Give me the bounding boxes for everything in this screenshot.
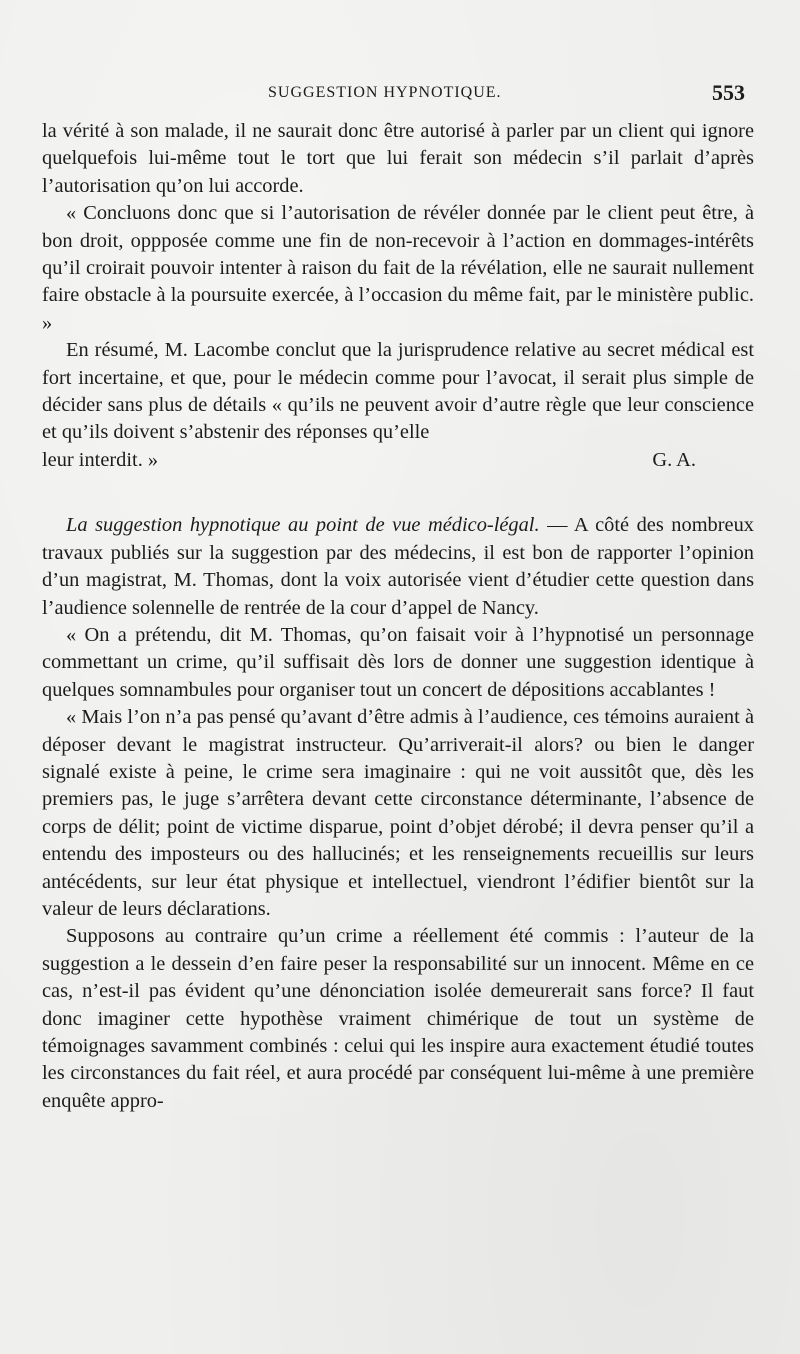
body-text (42, 118, 754, 1115)
paragraph-5: « On a prétendu, dit M. Thomas, qu’on faisait voir à l’hypnotisé un personnage commettant un crime, qu’il suffisait dès lors de donner une suggestion identique à quelques somnambules pour organiser tout un concert de dépositions accablantes ! (42, 623, 754, 701)
running-title: SUGGESTION HYPNOTIQUE. (268, 84, 502, 101)
paragraph-3-end: leur interdit. » (42, 448, 159, 471)
paragraph-4 (42, 512, 754, 622)
paragraph-2: « Concluons donc que si l’autorisation de révéler donnée par le client peut être, à bon droit, oppposée comme une fin de non-recevoir à l’action en dommages-intérêts qu’il croirait pouvoir intenter à raison du fait de la révélation, elle ne saurait nullement faire obstacle à la poursuite exercée, à l’occasion du même fait, par le ministère public. » (42, 202, 754, 334)
paragraph-4-text: — A côté des nombreux travaux publiés sur la suggestion par des médecins, il est bon de rapporter l’opinion d’un magistrat, M. Thomas, dont la voix autorisée vient d’étudier cette question dans l’audience solennelle de rentrée de la cour d’appel de Nancy. (42, 514, 754, 619)
signature-line (42, 447, 754, 474)
paragraph-3: En résumé, M. Lacombe conclut que la jurisprudence relative au secret médical est fort incertaine, et que, pour le médecin comme pour l’avocat, il serait plus simple de décider sans plus de détails « qu’ils ne peuvent avoir d’autre règle que leur conscience et qu’ils doivent s’abstenir des réponses qu’elle (42, 339, 754, 444)
section-gap (42, 474, 754, 512)
section-title: La suggestion hypnotique au point de vue médico-légal. (66, 514, 540, 537)
paragraph-1: la vérité à son malade, il ne saurait donc être autorisé à parler par un client qui ignore quelquefois lui-même tout le tort que lui ferait son médecin s’il parlait d’après l’autorisation qu’on lui accorde. (42, 120, 754, 197)
paragraph-7: Supposons au contraire qu’un crime a réellement été commis : l’auteur de la suggestion a le dessein d’en faire peser la responsabilité sur un innocent. Même en ce cas, n’est-il pas évident qu’une dénonciation isolée demeurerait sans force? Il faut donc imaginer cette hypothèse vraiment chimérique de tout un système de témoignages savamment combinés : celui qui les inspire aura exactement étudié toutes les circonstances du fait réel, et aura procédé par conséquent lui-même à une première enquête appro- (42, 925, 754, 1112)
page-header (0, 80, 800, 110)
page-number: 553 (712, 80, 745, 105)
author-signature: G. A. (652, 448, 696, 471)
paragraph-6: « Mais l’on n’a pas pensé qu’avant d’être admis à l’audience, ces témoins auraient à déposer devant le magistrat instructeur. Qu’arriverait-il alors? ou bien le danger signalé existe à peine, le crime sera imaginaire : qui ne voit aussitôt que, dès les premiers pas, le juge s’arrêtera devant cette circonstance déterminante, l’absence de corps de délit; point de victime disparue, point d’objet dérobé; il devra penser qu’il a entendu des imposteurs ou des hallucinés; et les renseignements recueillis sur leurs antécédents, sur leur état physique et intellectuel, viendront l’édifier bientôt sur la valeur de leurs déclarations. (42, 706, 754, 920)
